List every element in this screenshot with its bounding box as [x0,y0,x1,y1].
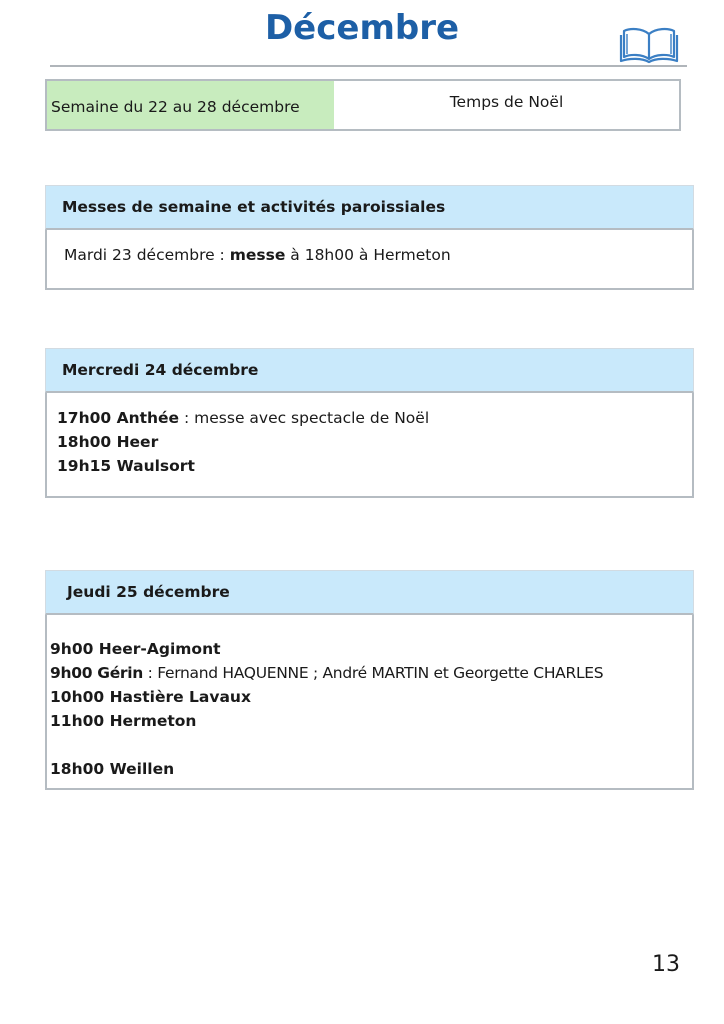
schedule-line: 9h00 Gérin : Fernand HAQUENNE ; André MARTIN et Georgette CHARLES [50,664,604,682]
section-wednesday-24 [45,348,694,498]
schedule-line: 10h00 Hastière Lavaux [50,688,251,706]
section-thursday-25 [45,570,694,790]
week-range: Semaine du 22 au 28 décembre [47,81,334,129]
page-number: 13 [652,952,680,977]
schedule-line: 18h00 Weillen [50,760,175,778]
blank-line [50,733,692,757]
open-book-icon [618,24,680,64]
schedule-line: 11h00 Hermeton [50,712,197,730]
header-divider [50,65,687,67]
section-body [45,615,694,790]
week-banner [45,79,681,131]
section-body [45,393,694,498]
section-weekday-masses [45,185,694,290]
section-heading: Messes de semaine et activités paroissiales [45,185,694,230]
section-heading: Mercredi 24 décembre [45,348,694,393]
section-body [45,230,694,290]
schedule-line: 19h15 Waulsort [57,457,195,475]
liturgical-season: Temps de Noël [449,93,564,111]
schedule-line: 9h00 Heer-Agimont [50,640,221,658]
section-heading: Jeudi 25 décembre [45,570,694,615]
schedule-line: Mardi 23 décembre : messe à 18h00 à Hermeton [64,246,451,264]
page-title: Décembre [264,8,460,48]
schedule-line: 18h00 Heer [57,433,159,451]
schedule-line: 17h00 Anthée : messe avec spectacle de Noël [57,409,430,427]
